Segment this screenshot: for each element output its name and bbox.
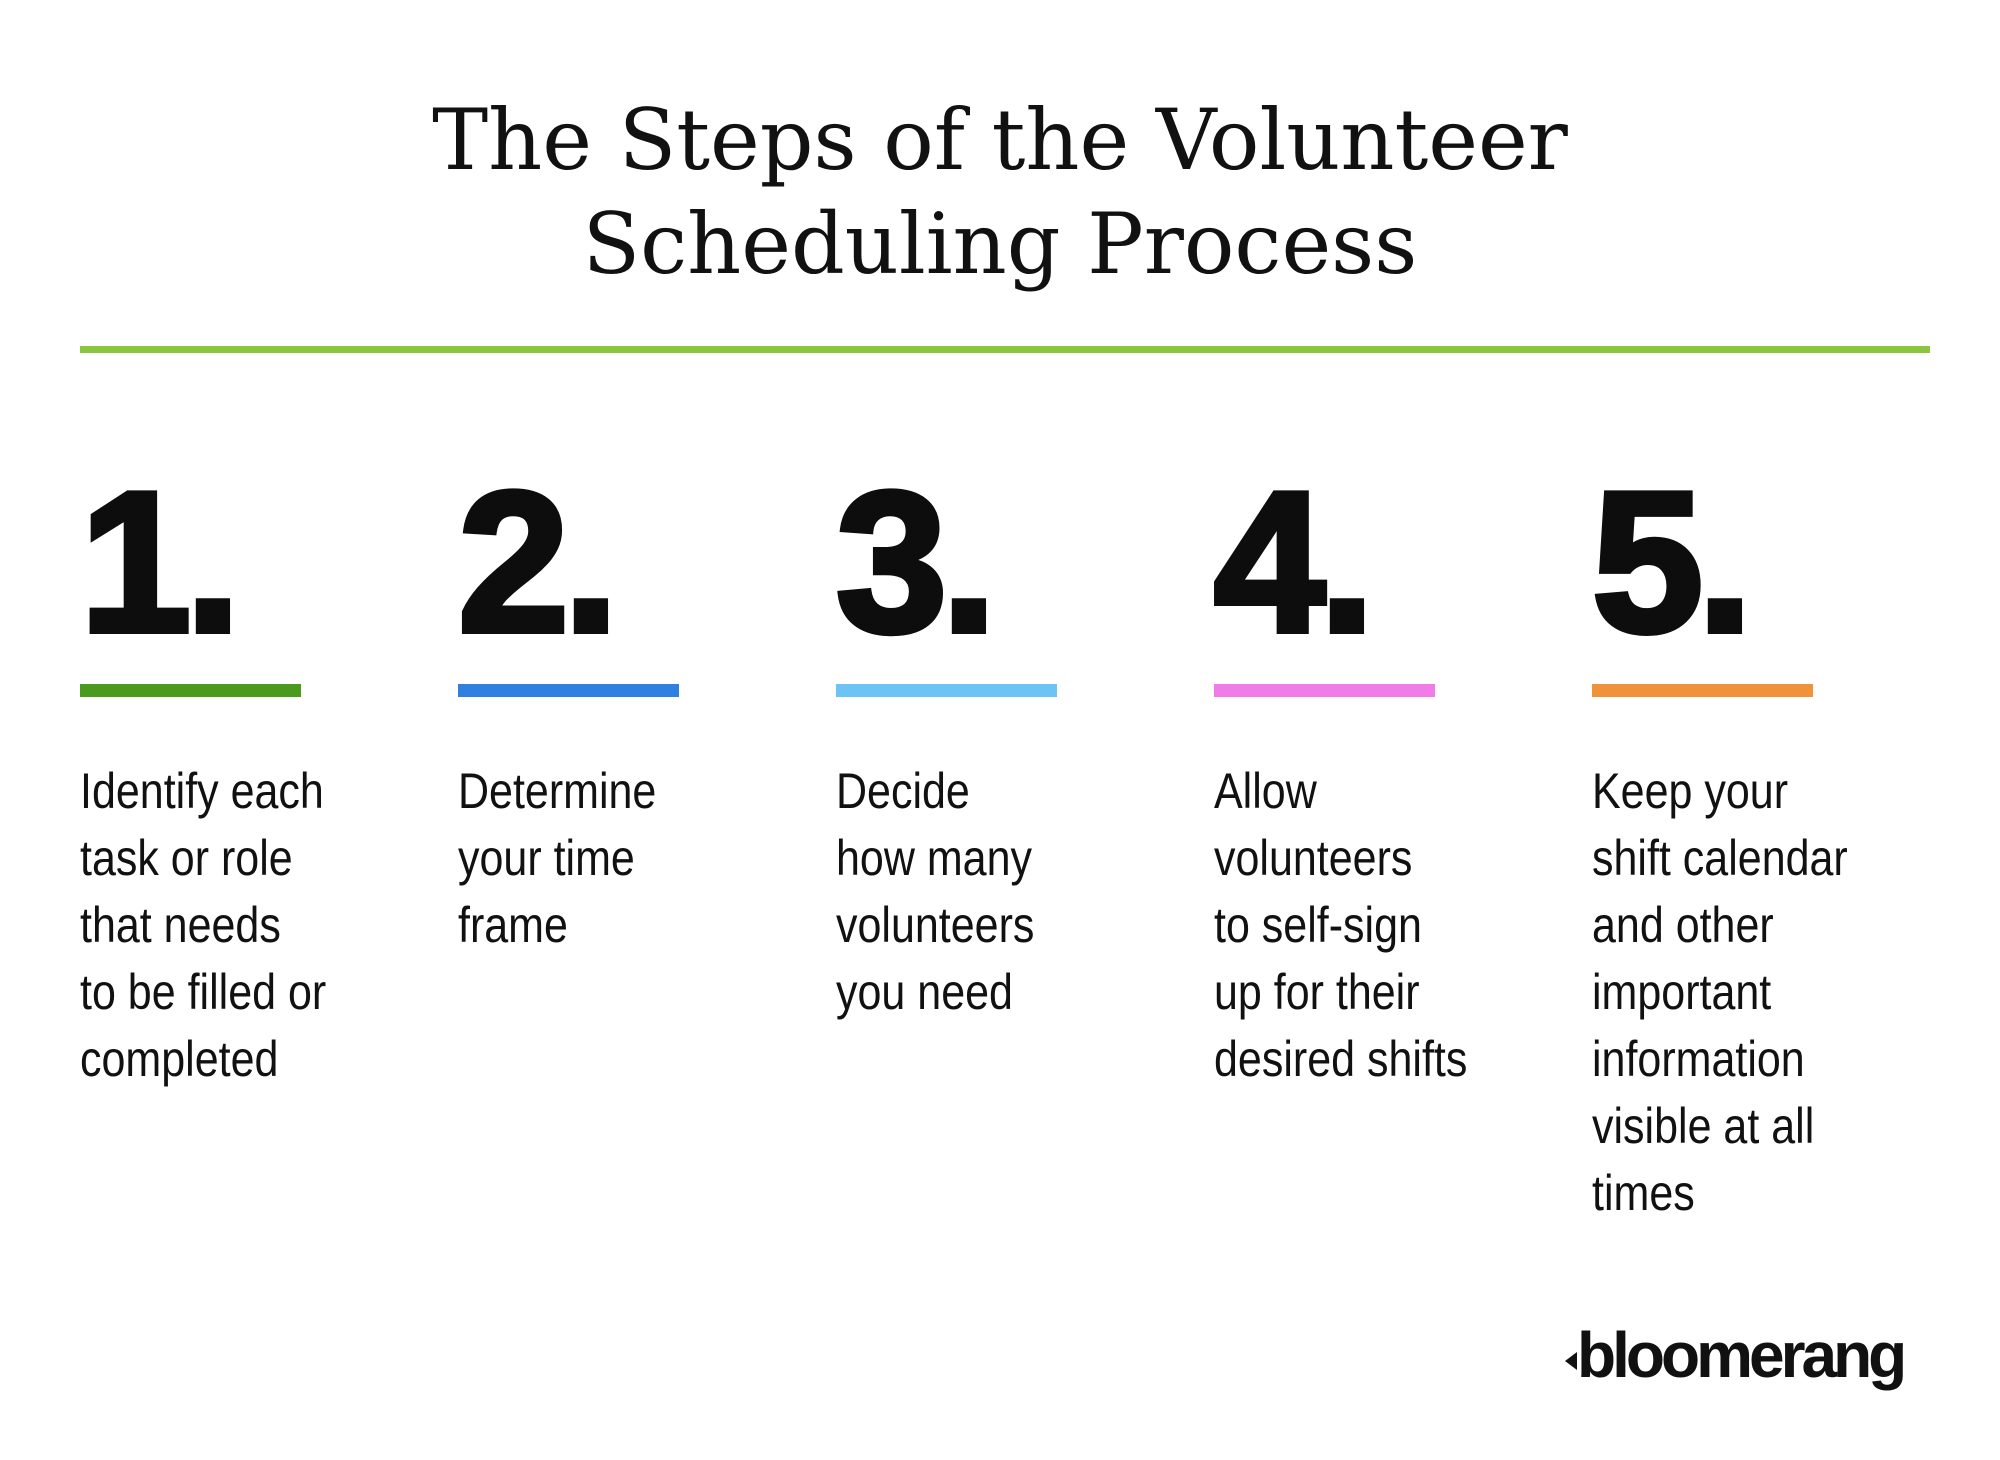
logo-wordmark: bloomerang — [1577, 1319, 1904, 1391]
step-number: 2. — [458, 451, 613, 674]
step-number: 5. — [1592, 451, 1747, 674]
step-color-bar — [836, 684, 1057, 697]
bloomerang-logo — [1565, 1310, 1945, 1400]
step-description: Identify each task or role that needs to be filled or completed — [80, 763, 327, 1087]
step-number: 4. — [1214, 451, 1369, 674]
step-color-bar — [458, 684, 679, 697]
page-title — [0, 88, 2000, 296]
step-description: Decide how many volunteers you need — [836, 763, 1035, 1020]
step-description: Allow volunteers to self-sign up for their desired shifts — [1214, 763, 1468, 1087]
step-number: 1. — [80, 451, 235, 674]
step-number: 3. — [836, 451, 991, 674]
title-line-1: The Steps of the Volunteer — [432, 91, 1568, 189]
step-description: Keep your shift calendar and other important information visible at all times — [1592, 763, 1848, 1221]
step-color-bar — [1214, 684, 1435, 697]
title-line-2: Scheduling Process — [582, 195, 1418, 293]
step-description: Determine your time frame — [458, 763, 657, 953]
title-divider — [80, 346, 1930, 353]
step-color-bar — [1592, 684, 1813, 697]
step-5 — [1592, 451, 1952, 1221]
step-color-bar — [80, 684, 301, 697]
step-1 — [80, 451, 440, 1087]
step-3 — [836, 451, 1196, 1020]
step-4 — [1214, 451, 1574, 1087]
logo-arrow-icon — [1565, 1352, 1577, 1370]
step-2 — [458, 451, 818, 953]
